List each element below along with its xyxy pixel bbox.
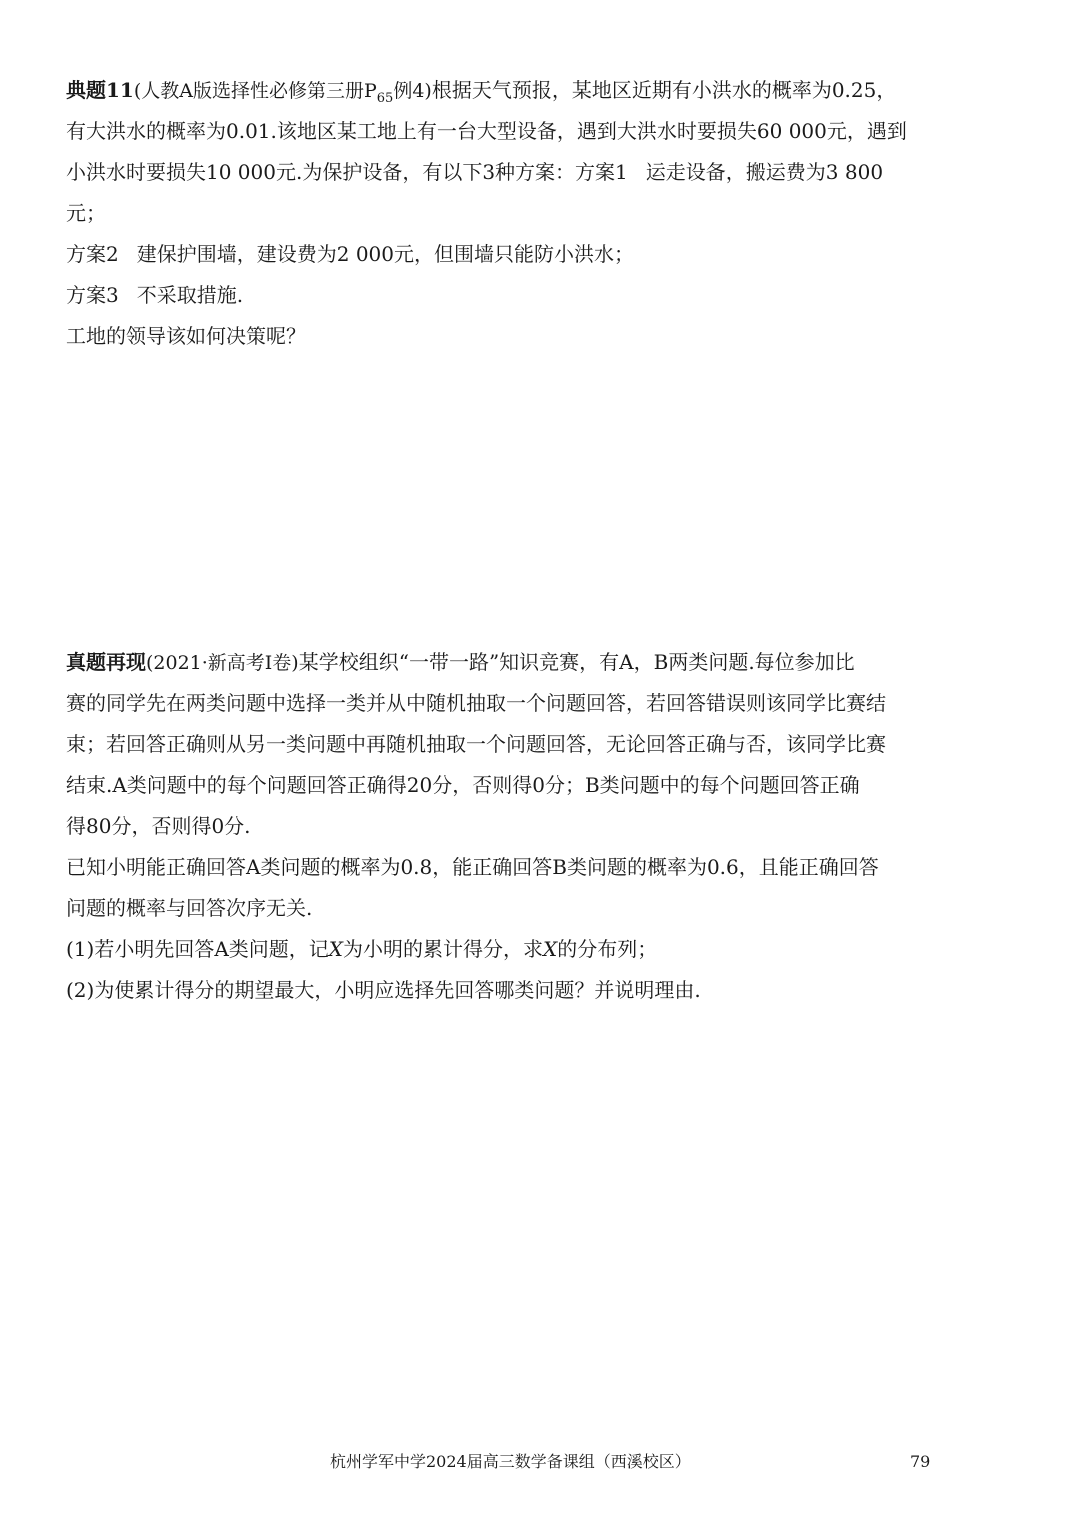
problem-2 — [66, 642, 966, 1011]
problem-2-line-3: 束；若回答正确则从另一类问题中再随机抽取一个问题回答，无论回答正确与否，该同学比赛 — [66, 732, 886, 756]
option-2-text: 建保护围墙，建设费为2 000元，但围墙只能防小洪水； — [136, 242, 634, 266]
problem-1-text: 根据天气预报，某地区近期有小洪水的概率为0.25， — [431, 78, 897, 102]
page-footer — [0, 1450, 1080, 1474]
option-3 — [66, 275, 966, 316]
page-number: 79 — [910, 1452, 931, 1471]
source-text-end: 例4) — [393, 80, 432, 102]
problem-1-line-4: 元； — [66, 201, 106, 225]
problem-2-line-2: 赛的同学先在两类问题中选择一类并从中随机抽取一个问题回答，若回答错误则该同学比赛结 — [66, 691, 886, 715]
source-text: (人教A版选择性必修第三册P — [133, 80, 377, 102]
sub-question-2: (2)为使累计得分的期望最大，小明应选择先回答哪类问题？并说明理由. — [66, 978, 701, 1002]
sub-question-1 — [66, 929, 966, 970]
problem-2-line-4: 结束.A类问题中的每个问题回答正确得20分，否则得0分；B类问题中的每个问题回答正确 — [66, 773, 860, 797]
sub-question-1-text: 为小明的累计得分，求 — [343, 937, 544, 961]
problem-2-line-5: 得80分，否则得0分. — [66, 814, 251, 838]
sub-question-1-text: 的分布列； — [557, 937, 658, 961]
option-2-label: 方案2 — [66, 242, 119, 266]
problem-2-line-6: 已知小明能正确回答A类问题的概率为0.8，能正确回答B类问题的概率为0.6，且能正确回答 — [66, 855, 879, 879]
problem-1-line-3 — [66, 152, 966, 193]
problem-1-question: 工地的领导该如何决策呢？ — [66, 324, 306, 348]
option-2 — [66, 234, 966, 275]
problem-2-line-1 — [66, 642, 966, 683]
variable-x: X — [328, 937, 344, 961]
problem-2-label: 真题再现 — [66, 650, 146, 674]
variable-x: X — [543, 937, 558, 961]
problem-1-text: 小洪水时要损失10 000元.为保护设备，有以下3种方案：方案1 — [66, 160, 628, 184]
option-1-text: 运走设备，搬运费为3 800 — [645, 160, 884, 184]
problem-2-line-7: 问题的概率与回答次序无关. — [66, 896, 313, 920]
problem-1-line-1 — [66, 70, 966, 111]
footer-title: 杭州学军中学2024届高三数学备课组（西溪校区） — [330, 1452, 691, 1471]
problem-2-text: 某学校组织“一带一路”知识竞赛，有A，B两类问题.每位参加比 — [298, 650, 855, 674]
option-3-text: 不采取措施. — [136, 283, 244, 307]
problem-1 — [66, 70, 966, 357]
problem-1-label: 典题11 — [66, 78, 134, 102]
problem-2-source: (2021·新高考Ⅰ卷) — [146, 652, 299, 674]
sub-question-1-text: (1)若小明先回答A类问题，记 — [66, 937, 329, 961]
problem-1-line-2: 有大洪水的概率为0.01.该地区某工地上有一台大型设备，遇到大洪水时要损失60 000元，遇到 — [66, 119, 907, 143]
source-subscript: 65 — [376, 90, 394, 106]
option-3-label: 方案3 — [66, 283, 119, 307]
problem-1-source — [133, 80, 432, 106]
